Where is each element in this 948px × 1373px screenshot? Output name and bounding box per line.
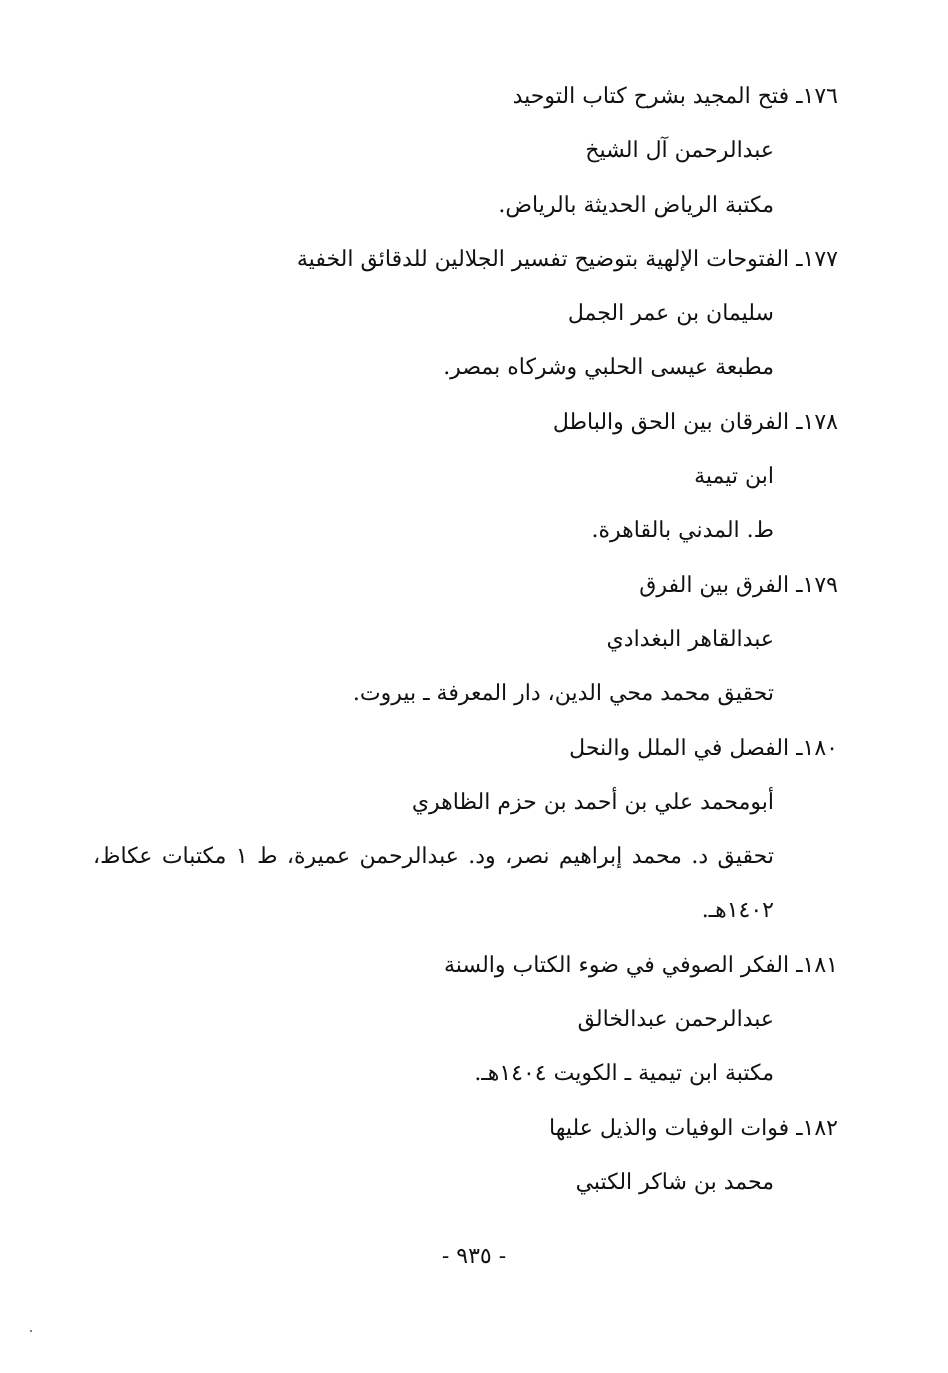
entry-author: عبدالرحمن عبدالخالق xyxy=(577,1007,774,1033)
entry-number: ١٧٧ xyxy=(802,246,838,272)
bibliography-entry xyxy=(93,396,838,559)
entry-publication: مطبعة عيسى الحلبي وشركاه بمصر. xyxy=(443,355,774,381)
entry-title: فتح المجيد بشرح كتاب التوحيد xyxy=(512,84,790,109)
bibliography-entry xyxy=(93,939,838,1102)
bibliography-entry xyxy=(93,70,838,233)
entry-number-separator: ـ xyxy=(796,735,803,761)
entry-number: ١٧٨ xyxy=(802,409,838,435)
entry-title: الفكر الصوفي في ضوء الكتاب والسنة xyxy=(444,952,790,978)
entry-number-separator: ـ xyxy=(796,952,803,978)
entry-author: أبومحمد علي بن أحمد بن حزم الظاهري xyxy=(411,789,774,815)
scan-speck xyxy=(30,1330,32,1332)
entry-publication: مكتبة الرياض الحديثة بالرياض. xyxy=(498,192,774,218)
entry-number-separator: ـ xyxy=(796,84,803,109)
entry-title-line xyxy=(93,70,838,124)
bibliography-entry xyxy=(93,722,838,939)
entry-author: عبدالقاهر البغدادي xyxy=(606,626,774,652)
entry-number: ١٧٩ xyxy=(802,572,838,598)
entry-title-line xyxy=(93,396,838,450)
entry-title: الفتوحات الإلهية بتوضيح تفسير الجلالين للدقائق الخفية xyxy=(296,246,790,272)
page-number: - ٩٣٥ - xyxy=(441,1244,507,1269)
entry-number-separator: ـ xyxy=(796,246,803,272)
entry-number-separator: ـ xyxy=(796,409,803,435)
entry-number: ١٨٠ xyxy=(802,735,838,761)
entry-number-separator: ـ xyxy=(796,1115,803,1141)
entry-title-line xyxy=(93,559,838,613)
entry-number: ١٧٦ xyxy=(802,84,838,109)
bibliography-list xyxy=(93,70,838,1210)
bibliography-entry xyxy=(93,559,838,722)
entry-number: ١٨١ xyxy=(802,952,838,978)
bibliography-entry xyxy=(93,233,838,396)
entry-number-separator: ـ xyxy=(796,572,803,598)
entry-publication: مكتبة ابن تيمية ـ الكويت ١٤٠٤هـ. xyxy=(474,1061,774,1087)
entry-author: سليمان بن عمر الجمل xyxy=(567,301,774,327)
entry-author: ابن تيمية xyxy=(694,464,774,490)
entry-title-line xyxy=(93,233,838,287)
entry-title-line xyxy=(93,939,838,993)
entry-title: الفصل في الملل والنحل xyxy=(569,735,790,761)
entry-title: الفرق بين الفرق xyxy=(639,572,790,598)
entry-publication: ط. المدني بالقاهرة. xyxy=(591,518,774,544)
entry-author: عبدالرحمن آل الشيخ xyxy=(585,138,774,164)
entry-title: الفرقان بين الحق والباطل xyxy=(552,409,790,435)
entry-title: فوات الوفيات والذيل عليها xyxy=(548,1115,790,1141)
bibliography-entry xyxy=(93,1102,838,1211)
entry-publication: تحقيق محمد محي الدين، دار المعرفة ـ بيروت. xyxy=(352,681,774,707)
entry-author: محمد بن شاكر الكتبي xyxy=(575,1169,774,1195)
entry-number: ١٨٢ xyxy=(802,1115,838,1141)
entry-publication: تحقيق د. محمد إبراهيم نصر، ود. عبدالرحمن عميرة، ط ١ مكتبات عكاظ، ١٤٠٢هـ. xyxy=(93,844,774,924)
entry-title-line xyxy=(93,1102,838,1156)
entry-title-line xyxy=(93,722,838,776)
